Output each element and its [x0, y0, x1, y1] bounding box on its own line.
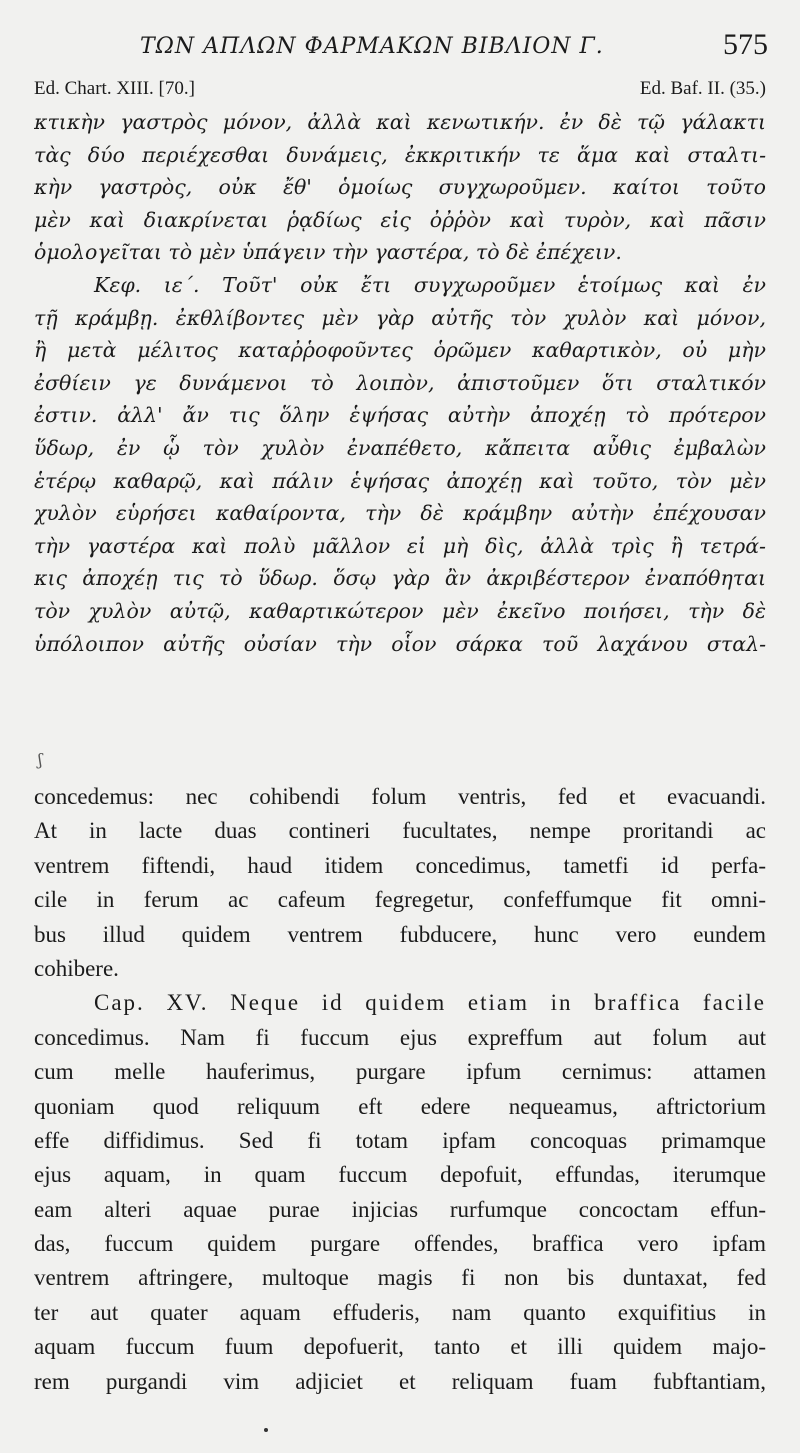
ink-spot — [264, 1428, 268, 1432]
latin-line: ventrem fiftendi, haud itidem concedimus, tametfi id perfa- — [34, 852, 766, 878]
greek-line: ἐστιν. ἀλλ' ἄν τις ὅλην ἑψήσας αὐτὴν ἀποχέῃ τὸ πρότερον — [34, 403, 766, 428]
greek-line: ἑτέρῳ καθαρῷ, καὶ πάλιν ἑψήσας ἀποχέῃ καὶ τοῦτο, τὸν μὲν — [34, 468, 766, 493]
greek-line: μὲν καὶ διακρίνεται ῥᾳδίως εἰς ὀῤῥὸν καὶ τυρὸν, καὶ πᾶσιν — [34, 207, 766, 232]
edition-chart-reference: Ed. Chart. XIII. [70.] — [34, 78, 195, 99]
greek-line: κὴν γαστρὸς, οὐκ ἔθ' ὁμοίως συγχωροῦμεν. καίτοι τοῦτο — [34, 175, 766, 200]
latin-chapter-heading-line: Cap. XV. Neque id quidem etiam in braffica facile — [94, 990, 766, 1016]
latin-line: quoniam quod reliquum eft edere nequeamus, aftrictorium — [34, 1093, 766, 1119]
latin-line: ejus aquam, in quam fuccum depofuit, effundas, iterumque — [34, 1162, 766, 1188]
edition-reference-line — [34, 78, 766, 104]
greek-line: ἐσθίειν γε δυνάμενοι τὸ λοιπὸν, ἀπιστοῦμεν ὅτι σταλτικόν — [34, 370, 766, 395]
greek-line: τῇ κράμβῃ. ἐκθλίβοντες μὲν γὰρ αὐτῆς τὸν χυλὸν καὶ μόνον, — [34, 305, 766, 330]
greek-text-block — [34, 106, 766, 660]
greek-line: ἢ μετὰ μέλιτος καταῤῥοφοῦντες ὁρῶμεν καθαρτικὸν, οὐ μὴν — [34, 338, 766, 363]
greek-line: κτικὴν γαστρὸς μόνον, ἀλλὰ καὶ κενωτικήν. ἐν δὲ τῷ γάλακτι — [34, 110, 766, 134]
latin-line: aquam fuccum fuum depofuerit, tanto et illi quidem majo- — [34, 1334, 766, 1360]
latin-line: cohibere. — [34, 955, 119, 981]
greek-line: τὰς δύο περιέχεσθαι δυνάμεις, ἐκκριτικήν τε ἅμα καὶ σταλτι- — [34, 142, 766, 167]
greek-line: ὕδωρ, ἐν ᾧ τὸν χυλὸν ἐναπέθετο, κἄπειτα αὖθις ἐμβαλὼν — [34, 435, 766, 460]
margin-mark: ʃ — [38, 750, 43, 769]
greek-line: χυλὸν εὑρήσει καθαίροντα, τὴν δὲ κράμβην αὐτὴν ἐπέχουσαν — [34, 501, 766, 526]
latin-line: concedemus: nec cohibendi folum ventris, fed et evacuandi. — [34, 784, 766, 809]
latin-text-block — [34, 780, 766, 1399]
latin-line: rem purgandi vim adjiciet et reliquam fuam fubftantiam, — [34, 1368, 766, 1394]
running-head — [0, 28, 800, 68]
latin-line: effe diffidimus. Sed fi totam ipfam concoquas primamque — [34, 1127, 766, 1153]
latin-line: bus illud quidem ventrem fubducere, hunc vero eundem — [34, 921, 766, 947]
latin-line: At in lacte duas contineri fucultates, nempe proritandi ac — [34, 818, 766, 844]
latin-line: das, fuccum quidem purgare offendes, braffica vero ipfam — [34, 1231, 766, 1257]
greek-line: ὑπόλοιπον αὐτῆς οὐσίαν τὴν οἷον σάρκα τοῦ λαχάνου σταλ- — [34, 631, 766, 656]
latin-line: cum melle hauferimus, purgare ipfum cernimus: attamen — [34, 1059, 766, 1085]
page-number: 575 — [723, 28, 768, 61]
latin-line: cile in ferum ac cafeum fegregetur, confeffumque fit omni- — [34, 887, 766, 913]
greek-line: ὁμολογεῖται τὸ μὲν ὑπάγειν τὴν γαστέρα, τὸ δὲ ἐπέχειν. — [34, 240, 622, 265]
latin-line: ter aut quater aquam effuderis, nam quanto exquifitius in — [34, 1299, 766, 1325]
latin-line: ventrem aftringere, multoque magis fi non bis duntaxat, fed — [34, 1265, 766, 1291]
latin-line: eam alteri aquae purae injicias rurfumque concoctam effun- — [34, 1196, 766, 1222]
greek-line: τὴν γαστέρα καὶ πολὺ μᾶλλον εἰ μὴ δὶς, ἀλλὰ τρὶς ἢ τετρά- — [34, 533, 766, 558]
edition-basel-reference: Ed. Baf. II. (35.) — [639, 78, 766, 99]
latin-line: concedimus. Nam fi fuccum ejus expreffum aut folum aut — [34, 1024, 766, 1050]
greek-line: τὸν χυλὸν αὐτῷ, καθαρτικώτερον μὲν ἐκεῖνο ποιήσει, τὴν δὲ — [34, 598, 766, 623]
greek-line: κις ἀποχέῃ τις τὸ ὕδωρ. ὅσῳ γὰρ ἂν ἀκριβέστερον ἐναπόθηται — [34, 566, 766, 591]
greek-chapter-heading-line: Κεφ. ιε΄. Τοῦτ' οὐκ ἔτι συγχωροῦμεν ἑτοίμως καὶ ἐν — [94, 272, 766, 297]
running-title: ΤΩΝ ΑΠΛΩΝ ΦΑΡΜΑΚΩΝ ΒΙΒΛΙΟΝ Γ. — [140, 34, 604, 59]
